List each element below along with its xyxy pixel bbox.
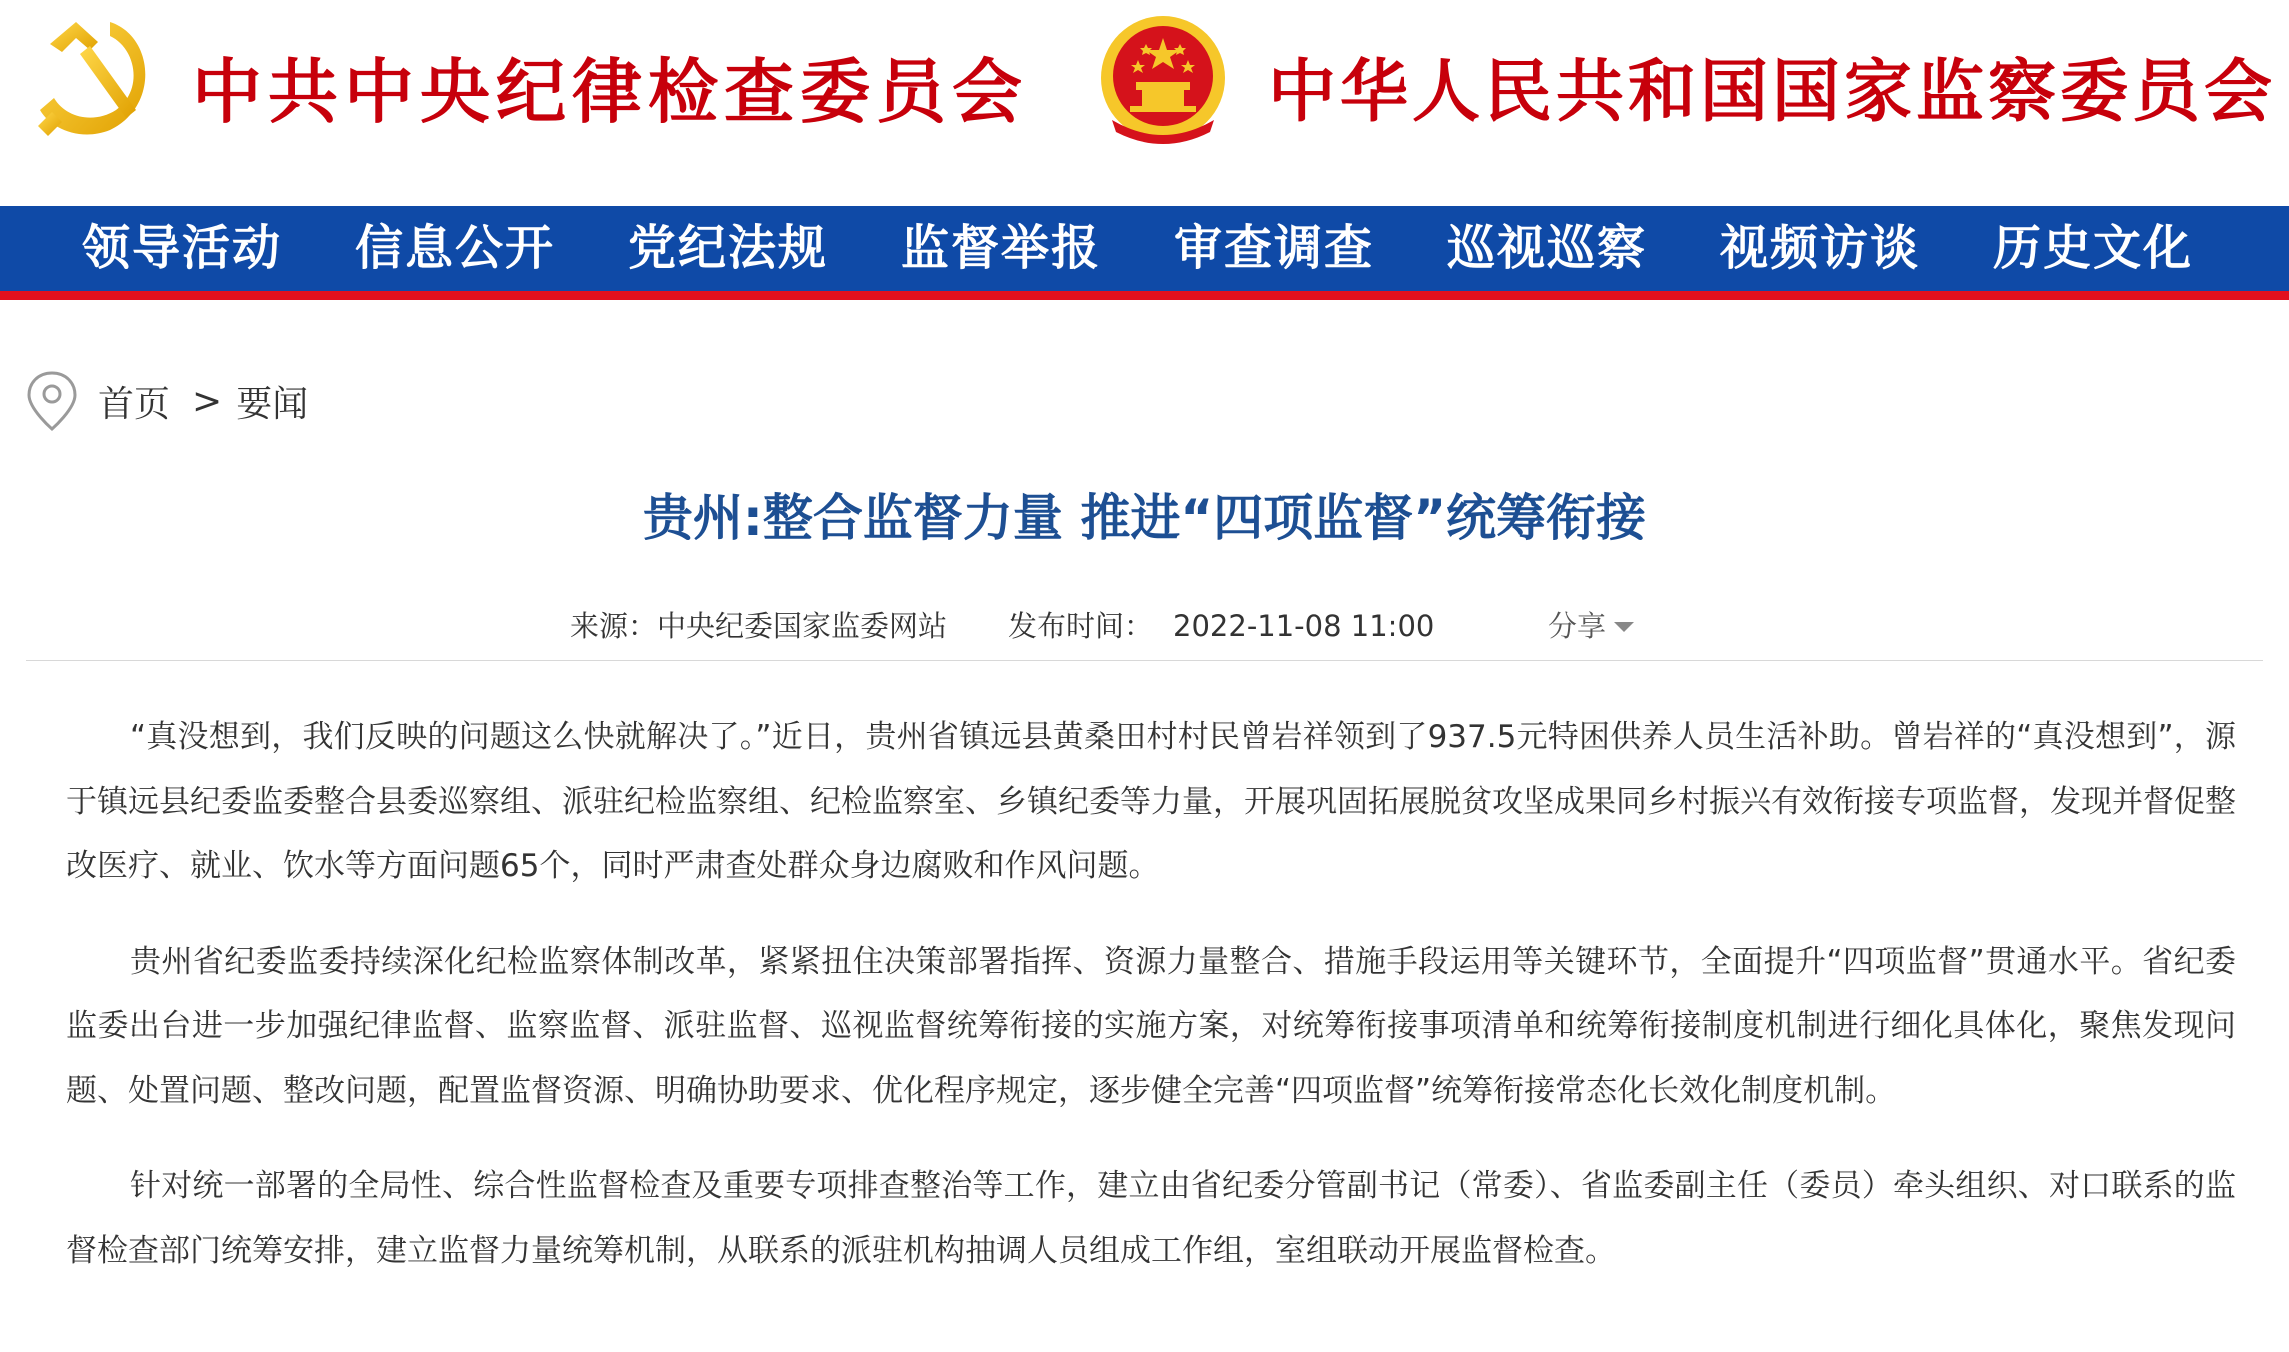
chevron-down-icon <box>1614 622 1634 632</box>
article-paragraph: 贵州省纪委监委持续深化纪检监察体制改革，紧紧扭住决策部署指挥、资源力量整合、措施手段运用等关键环节，全面提升“四项监督”贯通水平。省纪委监委出台进一步加强纪律监督、监察监督、派驻监督、巡视监督统筹衔接的实施方案，对统筹衔接事项清单和统筹衔接制度机制进行细化具体化，聚焦发现问题、处置问题、整改问题，配置监督资源、明确协助要求、优化程序规定，逐步健全完善“四项监督”统筹衔接常态化长效化制度机制。 <box>66 943 2236 1109</box>
hammer-sickle-icon[interactable] <box>32 14 162 144</box>
breadcrumb <box>24 366 308 436</box>
breadcrumb-home-link[interactable]: 首页 <box>98 383 171 425</box>
article-paragraph: 针对统一部署的全局性、综合性监督检查及重要专项排查整治等工作，建立由省纪委分管副书记（常委）、省监委副主任（委员）牵头组织、对口联系的监督检查部门统筹安排，建立监督力量统筹机制，从联系的派驻机构抽调人员组成工作组，室组联动开展监督检查。 <box>66 1168 2236 1269</box>
nav-item-inspection[interactable]: 巡视巡察 <box>1447 220 1648 276</box>
nav-item-report[interactable]: 监督举报 <box>901 220 1102 276</box>
nav-item-party-regulations[interactable]: 党纪法规 <box>628 220 829 276</box>
article-paragraph: “真没想到，我们反映的问题这么快就解决了。”近日，贵州省镇远县黄桑田村村民曾岩祥领到了937.5元特困供养人员生活补助。曾岩祥的“真没想到”，源于镇远县纪委监委整合县委巡察组、派驻纪检监察组、纪检监察室、乡镇纪委等力量，开展巩固拓展脱贫攻坚成果同乡村振兴有效衔接专项监督，发现并督促整改医疗、就业、饮水等方面问题65个，同时严肃查处群众身边腐败和作风问题。 <box>66 719 2236 884</box>
main-nav <box>0 206 2289 300</box>
site-header <box>0 0 2289 206</box>
share-label: 分享 <box>1548 609 1607 643</box>
article-source: 来源：中央纪委国家监委网站 <box>570 609 948 643</box>
nav-item-info-disclosure[interactable]: 信息公开 <box>355 220 556 276</box>
location-pin-icon <box>24 369 80 433</box>
article-publish-time <box>1008 604 1434 645</box>
breadcrumb-current-link[interactable]: 要闻 <box>236 383 309 425</box>
nav-item-investigation[interactable]: 审查调查 <box>1174 220 1375 276</box>
article-body <box>66 705 2236 1314</box>
meta-divider <box>26 660 2263 661</box>
national-emblem-icon[interactable] <box>1092 10 1234 152</box>
publish-time-value: 2022-11-08 11:00 <box>1173 609 1435 643</box>
article-title: 贵州:整合监督力量 推进“四项监督”统筹衔接 <box>642 489 1647 547</box>
article-meta <box>0 598 2289 648</box>
nav-item-history-culture[interactable]: 历史文化 <box>1993 220 2194 276</box>
cpc-commission-title: 中共中央纪律检查委员会 <box>192 50 1028 133</box>
national-supervisory-commission-title: 中华人民共和国国家监察委员会 <box>1268 52 2277 132</box>
nav-item-leadership[interactable]: 领导活动 <box>82 220 283 276</box>
publish-time-label: 发布时间： <box>1008 609 1154 643</box>
nav-item-video-interviews[interactable]: 视频访谈 <box>1720 220 1921 276</box>
breadcrumb-separator: > <box>192 380 223 422</box>
share-dropdown[interactable] <box>1548 604 1634 645</box>
